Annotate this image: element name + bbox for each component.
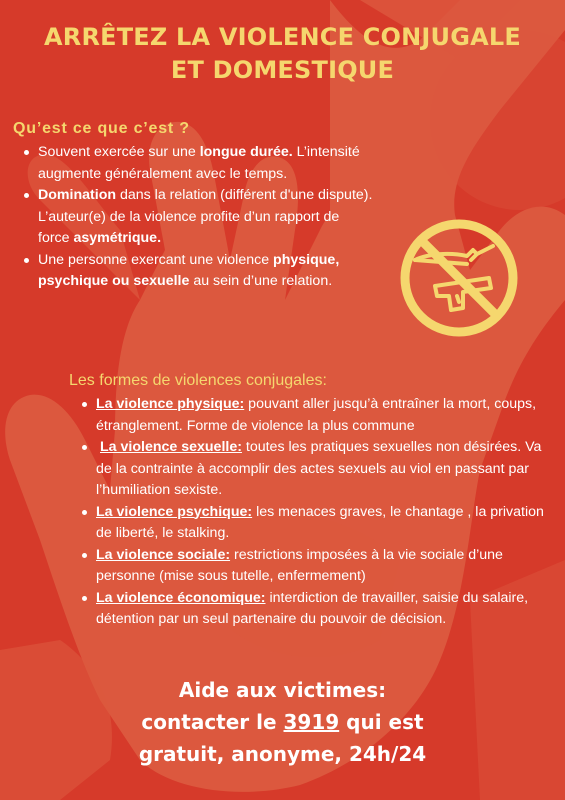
item-text: L’intensité augmente généralement avec le temps.	[38, 144, 360, 182]
title-line-2: ET DOMESTIQUE	[170, 56, 395, 84]
item-text: au sein d’une relation.	[189, 273, 333, 289]
list-item	[96, 502, 551, 545]
list-item	[38, 250, 373, 293]
list-item	[38, 142, 373, 185]
item-bold: asymétrique.	[73, 230, 162, 246]
form-term: La violence sexuelle:	[100, 439, 242, 455]
what-is-it-list	[38, 142, 373, 293]
form-text: les menaces graves, le chantage , la privation de liberté, le stalking.	[96, 503, 544, 541]
what-is-it-heading: Qu’est ce que c’est ?	[13, 120, 190, 137]
item-text: Une personne exercant une violence	[38, 251, 274, 268]
list-item	[38, 185, 373, 250]
title-line-1: ARRÊTEZ LA VIOLENCE CONJUGALE	[44, 23, 521, 51]
form-text: interdiction de travailler, saisie du salaire, détention par un seul partenaire du pouvoir de décision.	[96, 589, 529, 627]
no-weapons-icon	[397, 216, 521, 340]
help-text: contacter le	[141, 710, 284, 734]
forms-heading: Les formes de violences conjugales:	[69, 372, 327, 389]
form-text: toutes les pratiques sexuelles non désirées. Va de la contrainte à accomplir des actes sexuels au viol en passant par l’humiliation sexiste.	[96, 439, 542, 498]
help-title: Aide aux victimes:	[178, 678, 387, 702]
list-item	[96, 588, 551, 631]
help-availability: gratuit, anonyme, 24h/24	[138, 742, 427, 766]
form-term: La violence physique:	[96, 396, 245, 412]
list-item	[96, 545, 551, 588]
item-text: dans la relation (différent d'une dispute). L’auteur(e) de la violence profite d’un rapport de force	[38, 187, 373, 246]
form-term: La violence économique:	[96, 589, 266, 606]
form-term: La violence psychique:	[96, 503, 253, 520]
form-text: restrictions imposées à la vie sociale d’une personne (mise sous tutelle, enfermement)	[96, 546, 503, 584]
item-text: Souvent exercée sur une	[38, 144, 200, 160]
help-text: qui est	[339, 710, 424, 734]
help-contact-line	[0, 706, 565, 738]
list-item	[96, 394, 551, 437]
list-item	[96, 437, 551, 502]
item-bold: physique, psychique ou sexuelle	[38, 251, 340, 289]
item-bold: longue durée.	[199, 144, 293, 160]
form-term: La violence sociale:	[96, 546, 231, 563]
item-bold: Domination	[38, 187, 117, 203]
helpline-number[interactable]: 3919	[283, 710, 340, 734]
forms-list	[96, 394, 551, 631]
form-text: pouvant aller jusqu’à entraîner la mort, coups, étranglement. Forme de violence la plus commune	[96, 396, 537, 434]
